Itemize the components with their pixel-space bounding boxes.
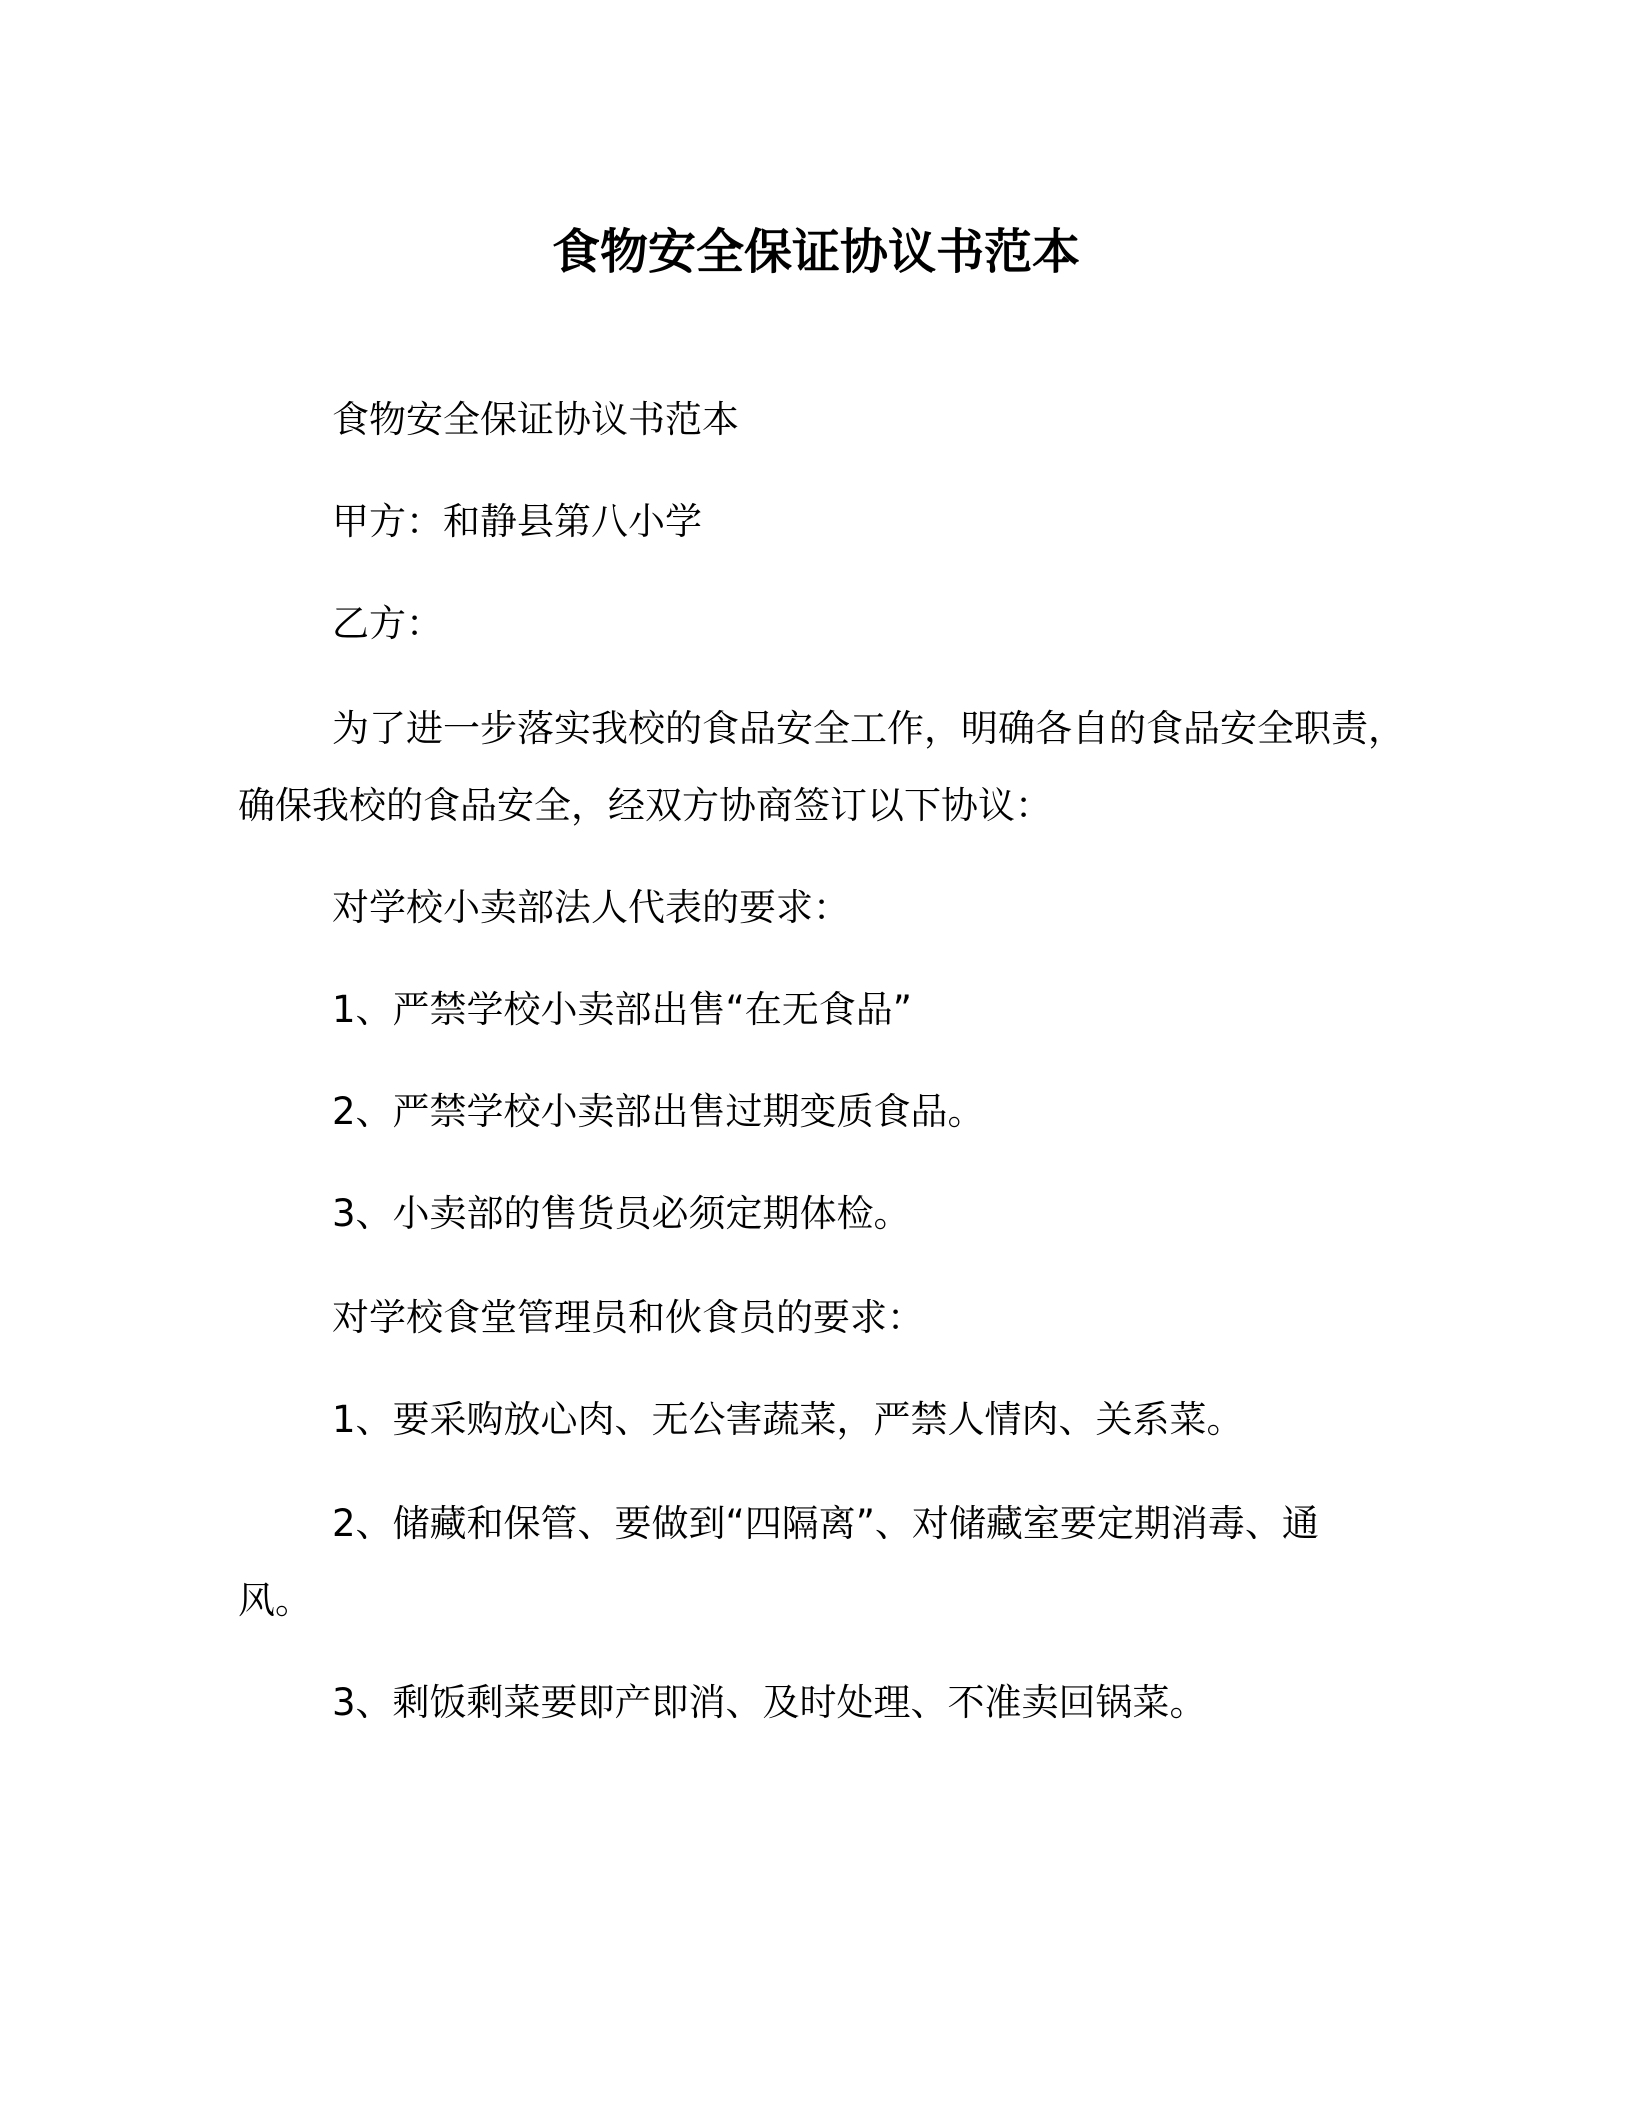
paragraph-store-item-1: 1、严禁学校小卖部出售“在无食品” — [332, 988, 912, 1031]
paragraph-party-b: 乙方： — [332, 602, 443, 645]
paragraph-intro-line1: 为了进一步落实我校的食品安全工作，明确各自的食品安全职责， — [332, 707, 1405, 750]
paragraph-store-item-3: 3、小卖部的售货员必须定期体检。 — [332, 1192, 911, 1235]
paragraph-party-a: 甲方：和静县第八小学 — [332, 500, 702, 543]
paragraph-intro-line2: 确保我校的食品安全，经双方协商签订以下协议： — [238, 784, 1052, 827]
document-title: 食物安全保证协议书范本 — [551, 224, 1080, 280]
paragraph-canteen-item-1: 1、要采购放心肉、无公害蔬菜，严禁人情肉、关系菜。 — [332, 1398, 1244, 1441]
paragraph-canteen-item-2-line2: 风。 — [238, 1579, 312, 1622]
paragraph-store-item-2: 2、严禁学校小卖部出售过期变质食品。 — [332, 1090, 985, 1133]
paragraph-canteen-requirements: 对学校食堂管理员和伙食员的要求： — [332, 1296, 924, 1339]
paragraph-store-requirements: 对学校小卖部法人代表的要求： — [332, 886, 850, 929]
paragraph-heading: 食物安全保证协议书范本 — [332, 398, 739, 441]
paragraph-canteen-item-3: 3、剩饭剩菜要即产即消、及时处理、不准卖回锅菜。 — [332, 1681, 1207, 1724]
paragraph-canteen-item-2-line1: 2、储藏和保管、要做到“四隔离”、对储藏室要定期消毒、通 — [332, 1502, 1319, 1545]
